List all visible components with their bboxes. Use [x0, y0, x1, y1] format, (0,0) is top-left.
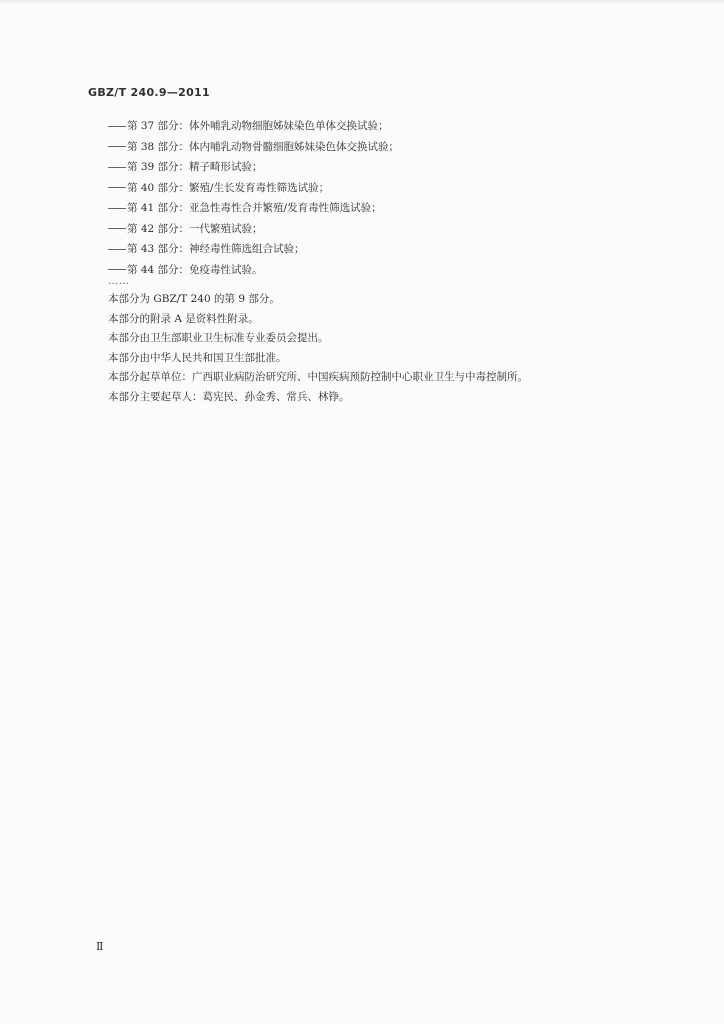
em-dash [108, 167, 126, 168]
part-text: 第 42 部分：一代繁殖试验； [127, 222, 263, 235]
em-dash [108, 187, 126, 188]
em-dash [108, 126, 126, 127]
part-item [108, 198, 399, 219]
page-number: Ⅱ [96, 940, 104, 953]
part-text: 第 44 部分：免疫毒性试验。 [127, 263, 263, 276]
foreword-paragraphs [108, 290, 528, 407]
part-text: 第 43 部分：神经毒性筛选组合试验； [127, 243, 305, 255]
part-text: 第 40 部分：繁殖/生长发育毒性筛选试验； [127, 181, 330, 194]
part-text: 第 38 部分：体内哺乳动物骨髓细胞姊妹染色体交换试验； [127, 140, 400, 153]
parts-list [108, 116, 399, 280]
paragraph: 本部分的附录 A 是资料性附录。 [108, 312, 259, 325]
part-item [108, 157, 399, 178]
em-dash [108, 249, 126, 250]
part-item [108, 239, 399, 260]
paragraph: 本部分由卫生部职业卫生标准专业委员会提出。 [108, 332, 329, 344]
standard-code-header: GBZ/T 240.9—2011 [88, 86, 210, 99]
part-item [108, 116, 399, 137]
paragraph: 本部分起草单位：广西职业病防治研究所、中国疾病预防控制中心职业卫生与中毒控制所。 [108, 371, 528, 383]
part-text: 第 41 部分：亚急性毒性合并繁殖/发育毒性筛选试验； [127, 202, 382, 214]
paragraph: 本部分主要起草人：葛宪民、孙金秀、常兵、林铮。 [108, 390, 350, 403]
em-dash [108, 269, 126, 270]
em-dash [108, 146, 126, 147]
paragraph: 本部分为 GBZ/T 240 的第 9 部分。 [108, 293, 280, 305]
part-item [108, 219, 399, 240]
em-dash [108, 228, 126, 229]
part-item [108, 178, 399, 199]
em-dash [108, 208, 126, 209]
scan-top-edge [0, 0, 724, 4]
list-ellipsis: …… [108, 276, 130, 287]
part-text: 第 37 部分：体外哺乳动物细胞姊妹染色单体交换试验； [127, 120, 389, 132]
part-item [108, 137, 399, 158]
part-text: 第 39 部分：精子畸形试验； [127, 161, 263, 173]
part-item [108, 260, 399, 281]
paragraph: 本部分由中华人民共和国卫生部批准。 [108, 351, 287, 364]
